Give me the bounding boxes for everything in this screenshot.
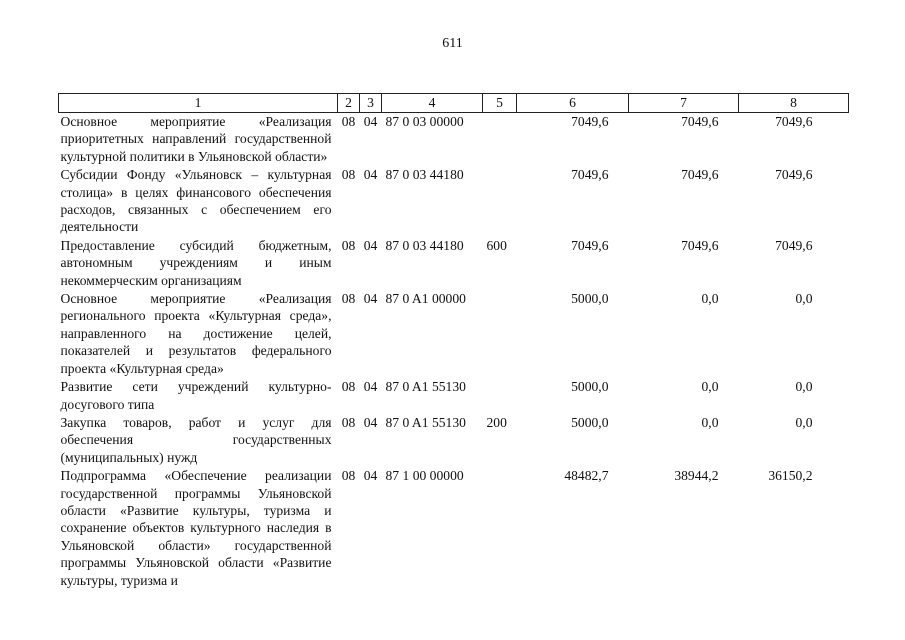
row-expense-type [483, 290, 517, 378]
row-amount-col6: 5000,0 [571, 414, 609, 430]
row-amount-col6: 7049,6 [571, 167, 609, 183]
table-row [59, 237, 849, 290]
column-header-5: 5 [483, 94, 517, 113]
row-expense-type [483, 378, 517, 414]
column-header-8: 8 [739, 94, 849, 113]
row-target-article: 87 0 03 44180 [385, 237, 464, 253]
table-row [59, 166, 849, 237]
row-amount-col8: 36150,2 [768, 468, 813, 484]
row-target-article: 87 0 A1 00000 [385, 291, 466, 307]
row-subsection-code: 04 [363, 379, 378, 395]
row-amount-col8: 7049,6 [775, 237, 813, 253]
column-header-4: 4 [382, 94, 483, 113]
row-amount-col7: 0,0 [701, 414, 719, 430]
column-header-2: 2 [338, 94, 360, 113]
row-amount-col6: 7049,6 [571, 237, 609, 253]
row-amount-col6: 7049,6 [571, 114, 609, 129]
row-section-code: 08 [341, 167, 356, 183]
row-subsection-code: 04 [363, 468, 378, 484]
row-target-article: 87 0 03 44180 [385, 167, 464, 183]
row-section-code: 08 [341, 468, 356, 484]
row-target-article: 87 1 00 00000 [385, 468, 464, 484]
row-description: Основное мероприятие «Реализация приоритетных направлений государственной культурной политики в Ульяновской области» [60, 114, 332, 164]
table-row [59, 467, 849, 590]
row-amount-col7: 7049,6 [681, 114, 719, 129]
row-description: Подпрограмма «Обеспечение реализации государственной программы Ульяновской области «Развитие культуры, туризма и сохранение объектов культурного наследия в Ульяновской области» государственной программы Ульяновской области «Развитие культуры, туризма и [60, 468, 332, 588]
row-description: Предоставление субсидий бюджетным, автономным учреждениям и иным некоммерческим организациям [60, 237, 332, 288]
row-section-code: 08 [341, 237, 356, 253]
row-expense-type: 600 [486, 237, 507, 253]
row-section-code: 08 [341, 379, 356, 395]
row-description: Основное мероприятие «Реализация регионального проекта «Культурная среда», направленного на достижение целей, показателей и результатов федерального проекта «Культурная среда» [60, 291, 332, 376]
row-description: Субсидии Фонду «Ульяновск – культурная столица» в целях финансового обеспечения расходов, связанных с обеспечением его деятельности [60, 167, 332, 235]
row-subsection-code: 04 [363, 237, 378, 253]
row-description: Закупка товаров, работ и услуг для обеспечения государственных (муниципальных) нужд [60, 414, 332, 465]
row-expense-type [483, 166, 517, 237]
row-amount-col6: 5000,0 [571, 291, 609, 307]
row-subsection-code: 04 [363, 291, 378, 307]
page-number: 611 [442, 36, 463, 51]
table-row [59, 378, 849, 414]
row-section-code: 08 [341, 291, 356, 307]
row-amount-col8: 0,0 [795, 414, 813, 430]
row-amount-col7: 7049,6 [681, 237, 719, 253]
row-expense-type [483, 467, 517, 590]
row-amount-col8: 0,0 [795, 291, 813, 307]
header-row [59, 94, 849, 113]
table-row [59, 113, 849, 167]
table-row [59, 414, 849, 467]
row-target-article: 87 0 A1 55130 [385, 379, 466, 395]
row-subsection-code: 04 [363, 414, 378, 430]
row-amount-col7: 0,0 [701, 291, 719, 307]
row-amount-col7: 0,0 [701, 379, 719, 395]
table-row [59, 290, 849, 378]
row-section-code: 08 [341, 414, 356, 430]
row-amount-col7: 7049,6 [681, 167, 719, 183]
row-target-article: 87 0 A1 55130 [385, 414, 466, 430]
row-section-code: 08 [341, 114, 356, 129]
column-header-6: 6 [517, 94, 629, 113]
row-target-article: 87 0 03 00000 [385, 114, 464, 129]
column-header-7: 7 [629, 94, 739, 113]
row-amount-col8: 7049,6 [775, 167, 813, 183]
row-expense-type: 200 [486, 414, 507, 430]
row-subsection-code: 04 [363, 114, 378, 129]
row-amount-col8: 7049,6 [775, 114, 813, 129]
row-amount-col6: 5000,0 [571, 379, 609, 395]
column-header-1: 1 [59, 94, 338, 113]
row-description: Развитие сети учреждений культурно-досугового типа [60, 379, 332, 412]
budget-table [58, 93, 849, 590]
row-expense-type [483, 113, 517, 167]
row-subsection-code: 04 [363, 167, 378, 183]
row-amount-col6: 48482,7 [564, 468, 609, 484]
row-amount-col7: 38944,2 [674, 468, 719, 484]
row-amount-col8: 0,0 [795, 379, 813, 395]
column-header-3: 3 [360, 94, 382, 113]
